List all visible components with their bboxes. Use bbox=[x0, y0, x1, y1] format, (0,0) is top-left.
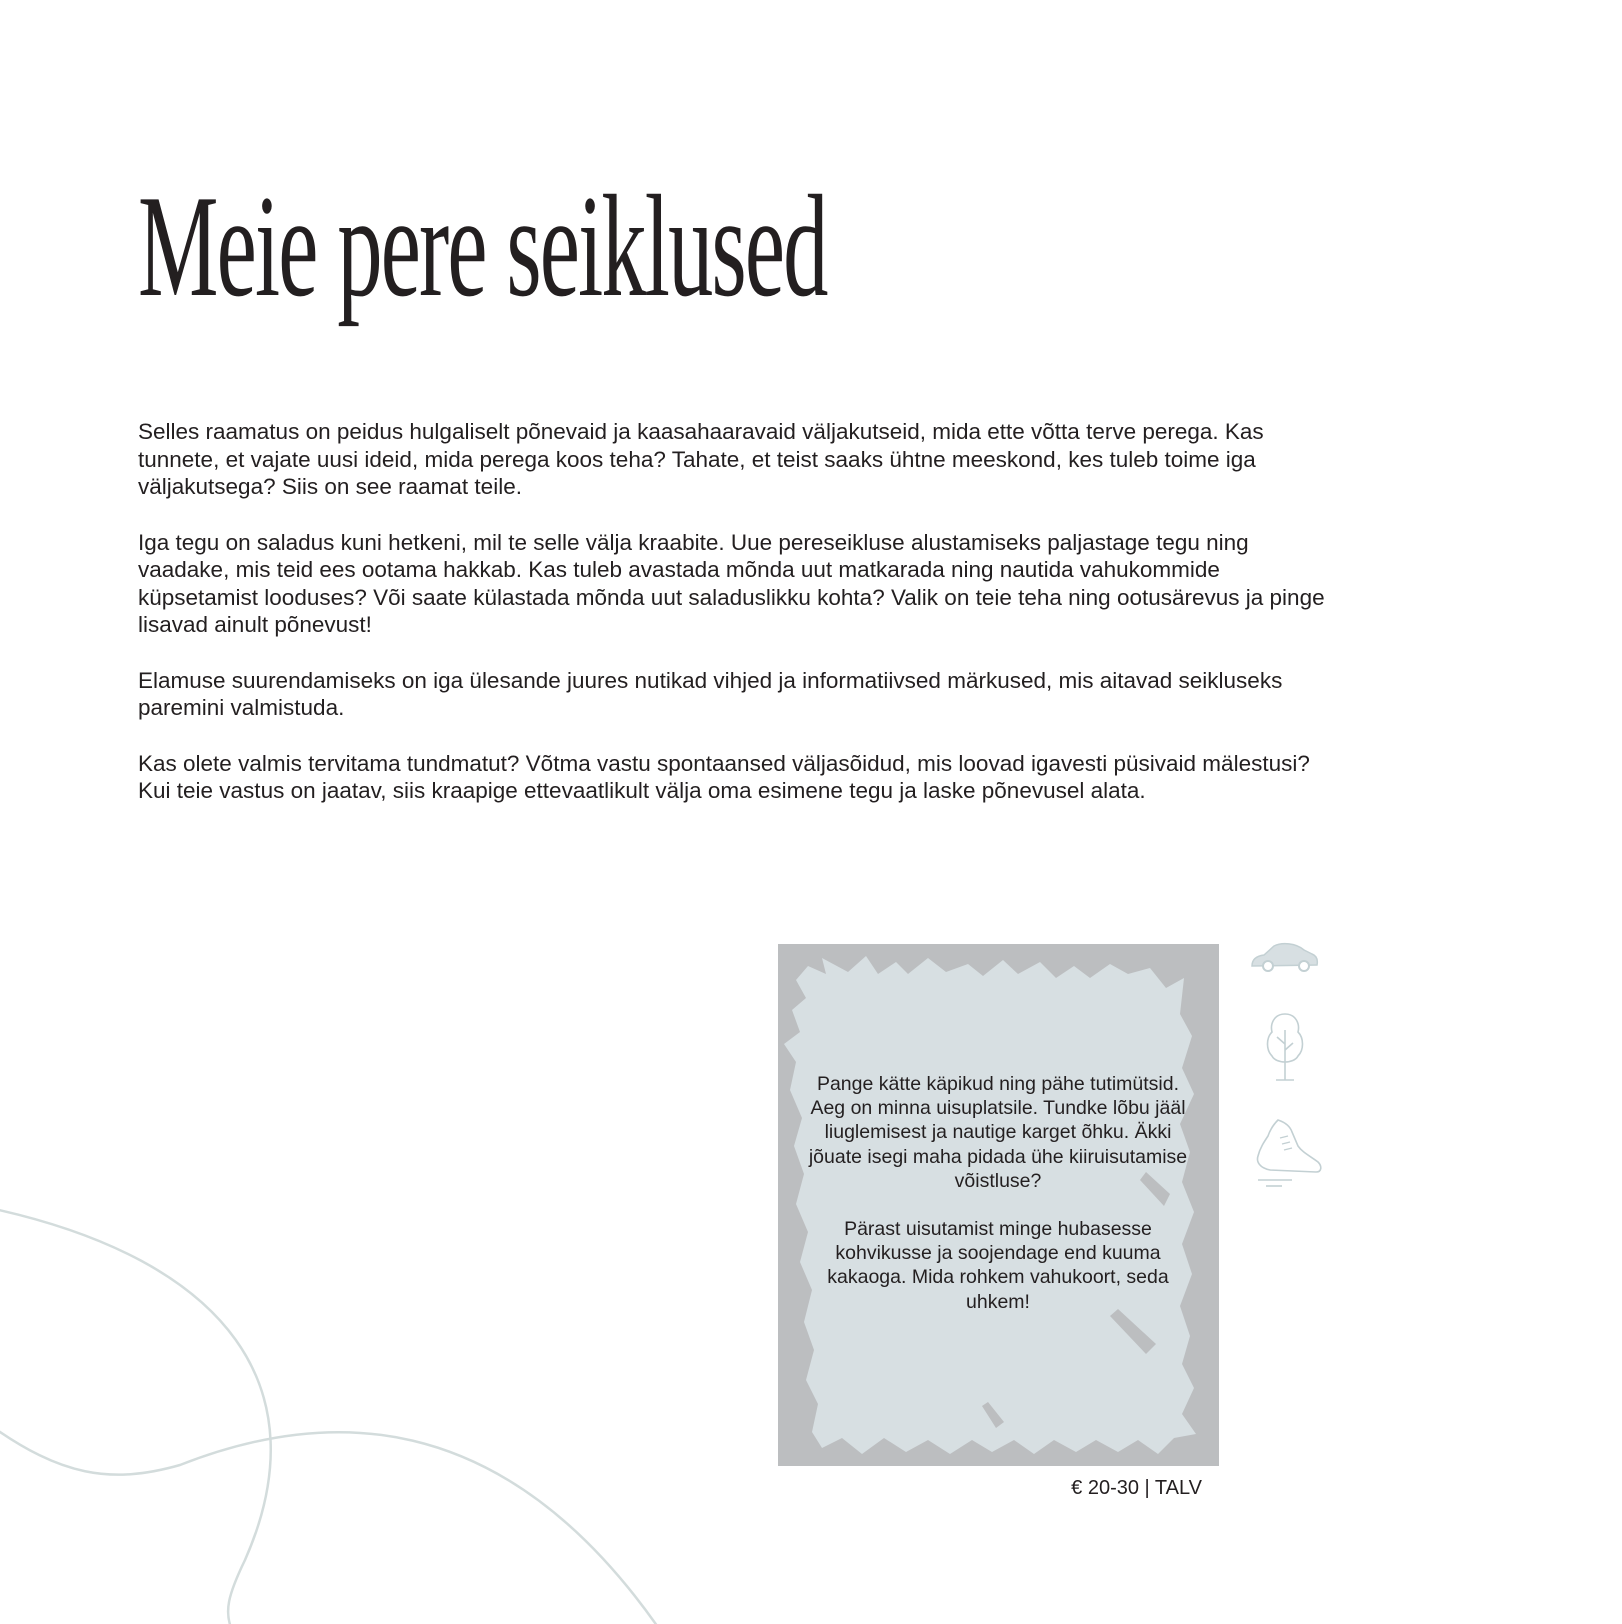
decorative-curve bbox=[0, 1425, 660, 1624]
card-paragraph: Pärast uisutamist minge hubasesse kohvikusse ja soojendage end kuuma kakaoga. Mida rohkem vahukoort, seda uhkem! bbox=[827, 1218, 1169, 1313]
intro-paragraph: Kas olete valmis tervitama tundmatut? Võtma vastu spontaansed väljasõidud, mis loovad igavesti püsivaid mälestusi? Kui teie vastus on jaatav, siis kraapige ettevaatlikult välja oma esimene tegu ja laske põnevusel alata. bbox=[138, 750, 1310, 803]
intro-paragraph: Selles raamatus on peidus hulgaliselt põnevaid ja kaasahaaravaid väljakutseid, mida ette võtta terve perega. Kas tunnete, et vajate uusi ideid, mida perega koos teha? Tahate, et teist saaks ühtne meeskond, kes tuleb toime iga väljakutsega? Siis on see raamat teile. bbox=[138, 419, 1264, 499]
card-paragraph: Pange kätte käpikud ning pähe tutimütsid. Aeg on minna uisuplatsile. Tundke lõbu jääl liuglemisest ja nautige karget õhku. Äkki jõuate isegi maha pidada ühe kiiruisutamise võistluse? bbox=[808, 1073, 1188, 1192]
price-season-label: € 20-30 | TALV bbox=[1071, 1477, 1202, 1499]
intro-paragraph: Elamuse suurendamiseks on iga ülesande juures nutikad vihjed ja informatiivsed märkused, mis aitavad seikluseks paremini valmistuda. bbox=[138, 667, 1283, 720]
decorative-curve bbox=[0, 1208, 271, 1624]
tree-icon bbox=[1262, 1010, 1308, 1084]
car-icon bbox=[1250, 940, 1320, 976]
page-title: Meie pere seiklused bbox=[138, 165, 827, 327]
card-text bbox=[808, 1072, 1188, 1338]
scratch-card[interactable] bbox=[778, 944, 1219, 1466]
intro-paragraph: Iga tegu on saladus kuni hetkeni, mil te selle välja kraabite. Uue pereseikluse alustamiseks paljastage tegu ning vaadake, mis teid ees ootama hakkab. Kas tuleb avastada mõnda uut matkarada ning nautida vahukommide küpsetamist looduses? Või saate külastada mõnda uut saladuslikku kohta? Valik on teie teha ning ootusärevus ja pinge lisavad ainult põnevust! bbox=[138, 529, 1325, 637]
intro-text bbox=[138, 418, 1338, 833]
shoe-icon bbox=[1252, 1116, 1324, 1188]
